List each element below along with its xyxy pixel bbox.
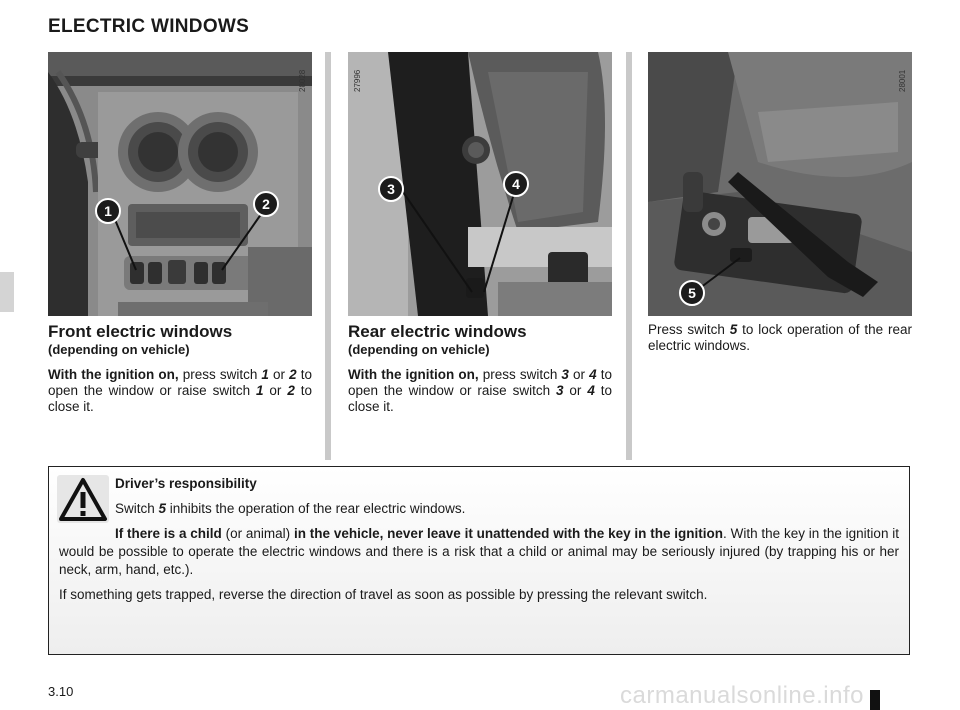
callout-5: 5 bbox=[679, 280, 705, 306]
rear-body: With the ignition on, press switch 3 or 4 to open the window or raise switch 3 or 4 to close it. bbox=[348, 367, 612, 414]
callout-1: 1 bbox=[95, 198, 121, 224]
rear-heading: Rear electric windows bbox=[348, 322, 527, 341]
corner-mark bbox=[870, 690, 880, 710]
callout-2: 2 bbox=[253, 191, 279, 217]
front-windows-section bbox=[48, 322, 312, 415]
warning-box bbox=[48, 466, 910, 655]
warning-p2: If there is a child (or animal) in the vehicle, never leave it unattended with the key in the ignition. With the key in the ignition it would be possible to operate the electric windows and there is a risk that a child or animal may be seriously injured (by trapping his or her neck, arm, hand, etc.). bbox=[59, 526, 900, 577]
column-divider bbox=[626, 52, 632, 460]
warning-p1: Switch 5 inhibits the operation of the rear electric windows. bbox=[115, 501, 466, 516]
dashboard-switches-photo bbox=[48, 52, 312, 316]
warning-text bbox=[59, 475, 899, 611]
figure-code: 28028 bbox=[298, 69, 307, 92]
page-number: 3.10 bbox=[48, 684, 74, 699]
callout-4: 4 bbox=[503, 171, 529, 197]
front-body: With the ignition on, press switch 1 or 2 to open the window or raise switch 1 or 2 to close it. bbox=[48, 367, 312, 414]
front-subheading: (depending on vehicle) bbox=[48, 342, 190, 357]
watermark: carmanualsonline.info bbox=[620, 682, 864, 709]
lock-switch-photo bbox=[648, 52, 912, 316]
page-title: ELECTRIC WINDOWS bbox=[48, 16, 250, 37]
callout-3: 3 bbox=[378, 176, 404, 202]
figure-code: 28001 bbox=[898, 69, 907, 92]
lock-body: Press switch 5 to lock operation of the rear electric windows. bbox=[648, 322, 912, 353]
warning-p3: If something gets trapped, reverse the direction of travel as soon as possible by pressing the relevant switch. bbox=[59, 587, 708, 602]
section-tab bbox=[0, 272, 14, 312]
figure-code: 27996 bbox=[353, 69, 362, 92]
column-divider bbox=[325, 52, 331, 460]
lock-section bbox=[648, 322, 912, 354]
warning-heading: Driver’s responsibility bbox=[115, 476, 257, 491]
rear-windows-section bbox=[348, 322, 612, 415]
front-heading: Front electric windows bbox=[48, 322, 233, 341]
rear-subheading: (depending on vehicle) bbox=[348, 342, 490, 357]
